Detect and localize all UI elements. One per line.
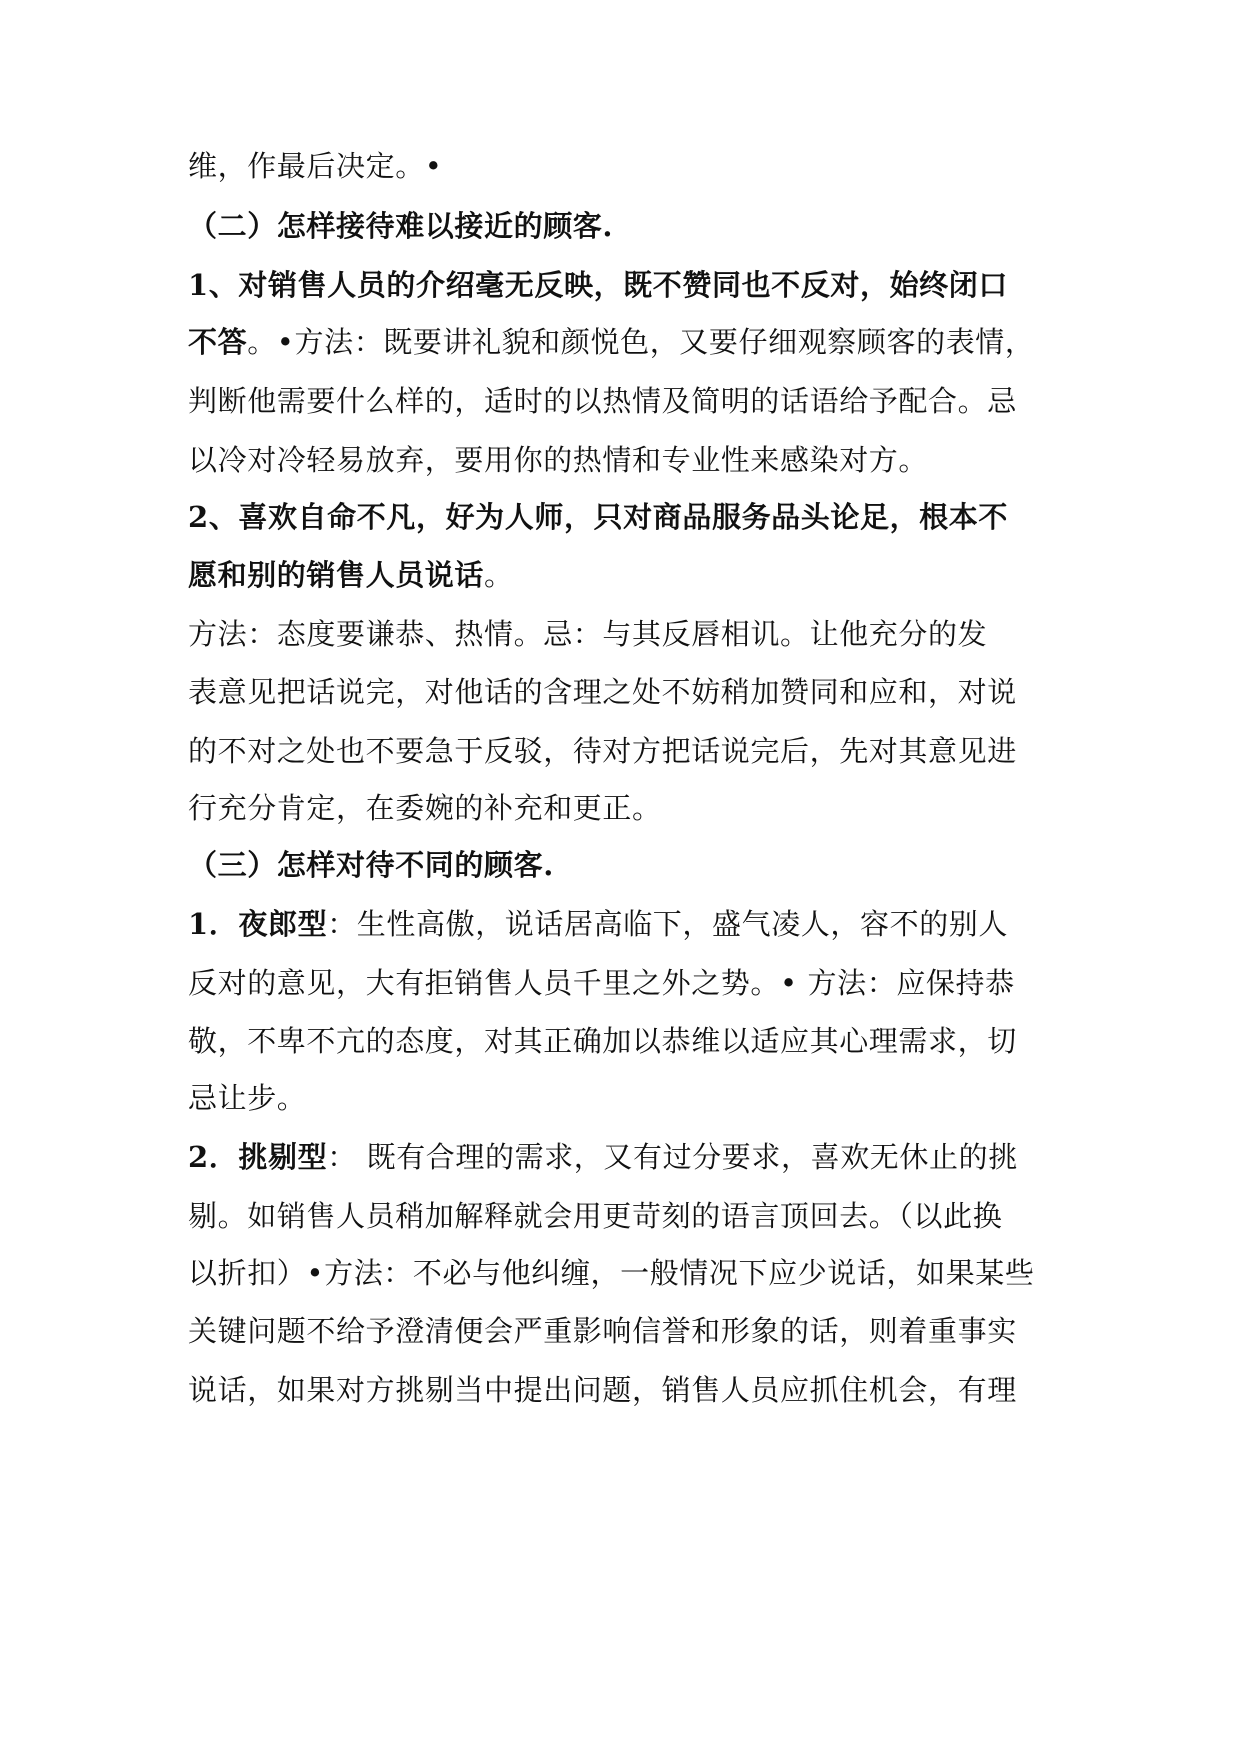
text-segment: 剔。如销售人员稍加解释就会用更苛刻的语言顶回去。（以此换 <box>188 1199 1003 1233</box>
text-segment: （三）怎样对待不同的顾客. <box>188 848 554 882</box>
text-segment: 敬，不卑不亢的态度，对其正确加以恭维以适应其心理需求，切 <box>188 1024 1017 1058</box>
text-line <box>188 146 1068 186</box>
text-line <box>188 1196 1068 1236</box>
text-line <box>188 1137 1068 1177</box>
text-segment: ： 既有合理的需求，又有过分要求，喜欢无休止的挑 <box>327 1140 1018 1174</box>
text-segment: 反对的意见，大有拒销售人员千里之外之势。• 方法：应保持恭 <box>188 966 1015 1000</box>
text-line <box>188 1253 1068 1293</box>
text-line <box>188 1021 1068 1061</box>
text-segment: 说话，如果对方挑剔当中提出问题，销售人员应抓住机会，有理 <box>188 1373 1017 1407</box>
text-line <box>188 731 1068 771</box>
text-segment: （二）怎样接待难以接近的顾客. <box>188 209 614 243</box>
section-heading <box>188 845 1068 885</box>
text-line <box>188 788 1068 828</box>
text-segment: 愿和别的销售人员说话 <box>188 558 485 592</box>
text-segment: 关键问题不给予澄清便会严重影响信誉和形象的话，则着重事实 <box>188 1314 1017 1348</box>
text-segment: 以折扣）•方法：不必与他纠缠，一般情况下应少说话，如果某些 <box>188 1256 1035 1290</box>
text-segment: 2．挑剔型 <box>188 1140 328 1174</box>
text-line <box>188 904 1068 944</box>
text-segment: 1．夜郎型 <box>188 907 328 941</box>
text-segment: 以冷对冷轻易放弃，要用你的热情和专业性来感染对方。 <box>188 443 929 477</box>
subheading-line <box>188 265 1068 305</box>
section-heading <box>188 206 1068 246</box>
text-line <box>188 440 1068 480</box>
text-line <box>188 963 1068 1003</box>
text-segment: 表意见把话说完，对他话的含理之处不妨稍加赞同和应和，对说 <box>188 675 1017 709</box>
text-line <box>188 322 1068 362</box>
text-line <box>188 1311 1068 1351</box>
text-segment: 2、喜欢自命不凡，好为人师，只对商品服务品头论足，根本不 <box>188 500 1008 534</box>
text-segment: 。•方法：既要讲礼貌和颜悦色，又要仔细观察顾客的表情， <box>247 325 1035 359</box>
text-segment: 的不对之处也不要急于反驳，待对方把话说完后，先对其意见进 <box>188 734 1017 768</box>
text-line <box>188 555 1068 595</box>
text-segment: 维，作最后决定。• <box>188 149 443 183</box>
text-segment: 行充分肯定，在委婉的补充和更正。 <box>188 791 662 825</box>
text-line <box>188 1370 1068 1410</box>
text-segment: 不答 <box>188 325 248 359</box>
text-line <box>188 614 1068 654</box>
text-segment: 1、对销售人员的介绍毫无反映，既不赞同也不反对，始终闭口 <box>188 268 1008 302</box>
text-segment: 判断他需要什么样的，适时的以热情及简明的话语给予配合。忌 <box>188 384 1017 418</box>
text-segment: 忌让步。 <box>188 1081 307 1115</box>
text-line <box>188 672 1068 712</box>
subheading-line <box>188 497 1068 537</box>
text-segment: 方法：态度要谦恭、热情。忌：与其反唇相讥。让他充分的发 <box>188 617 988 651</box>
text-line <box>188 1078 1068 1118</box>
text-line <box>188 381 1068 421</box>
text-segment: ：生性高傲，说话居高临下，盛气凌人，容不的别人 <box>327 907 1008 941</box>
text-segment: 。 <box>484 558 514 592</box>
